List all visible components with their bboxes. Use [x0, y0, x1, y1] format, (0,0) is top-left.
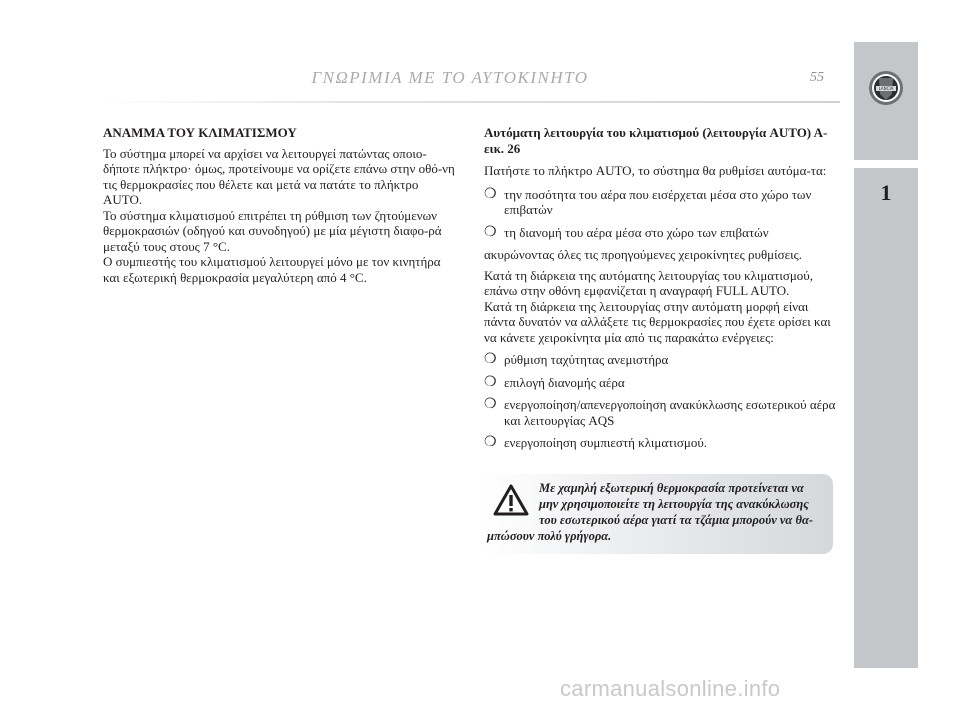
right-column	[484, 125, 837, 458]
lancia-logo-icon	[868, 70, 904, 106]
paragraph: Το σύστημα μπορεί να αρχίσει να λειτουργεί πατώντας οποιο-δήποτε πλήκτρο· όμως, προτείνουμε να ορίζετε επάνω στην οθό-νη τις θερμοκρασίες που θέλετε και μετά να πατάτε το πλήκτρο AUTO.	[103, 145, 455, 207]
tab-divider	[854, 160, 918, 168]
list-item: ❍ την ποσότητα του αέρα που εισέρχεται μέσα στο χώρο των επιβατών	[484, 186, 812, 217]
watermark: carmanualsonline.info	[560, 676, 781, 701]
paragraph: Κατά τη διάρκεια της αυτόματης λειτουργίας του κλιματισμού, επάνω στην οθόνη εμφανίζεται η αναγραφή FULL AUTO.	[484, 267, 813, 298]
logo-text: LANCIA	[878, 86, 894, 91]
chapter-side-tab	[854, 42, 918, 668]
bullet-icon: ❍	[484, 435, 497, 450]
header-rule	[100, 101, 840, 103]
bullet-icon: ❍	[484, 352, 497, 367]
bullet-icon: ❍	[484, 374, 497, 390]
paragraph: Πατήστε το πλήκτρο AUTO, το σύστημα θα ρυθμίσει αυτόμα-τα:	[484, 163, 827, 178]
list-item: ❍ ενεργοποίηση συμπιεστή κλιματισμού.	[484, 435, 708, 450]
paragraph: Το σύστημα κλιματισμού επιτρέπει τη ρύθμιση των ζητούμενων θερμοκρασιών (οδηγού και συνοδηγού) με μία μέγιστη διαφο-ρά μεταξύ τους στους 7 °C.	[103, 207, 442, 254]
bullet-icon: ❍	[484, 186, 497, 202]
list-item: ❍ ενεργοποίηση/απενεργοποίηση ανακύκλωσης εσωτερικού αέρα και λειτουργίας AQS	[484, 397, 836, 428]
list-item: ❍ τη διανομή του αέρα μέσα στο χώρο των επιβατών	[484, 224, 769, 240]
list-item: ❍ επιλογή διανομής αέρα	[484, 374, 625, 390]
section-heading: Αυτόματη λειτουργία του κλιματισμού (λειτουργία AUTO) Α-εικ. 26	[484, 125, 828, 156]
left-column	[103, 125, 456, 291]
paragraph: ακυρώνοντας όλες τις προηγούμενες χειροκίνητες ρυθμίσεις.	[484, 247, 803, 262]
bullet-icon: ❍	[484, 224, 497, 240]
page-number: 55	[810, 70, 824, 85]
warning-text: Με χαμηλή εξωτερική θερμοκρασία προτείνεται να μην χρησιμοποιείτε τη λειτουργία της ανακύκλωσης του εσωτερικού αέρα γιατί τα τζάμια μπορούν να θα- μπώσουν πολύ γρήγορα.	[487, 481, 814, 543]
paragraph: Ο συμπιεστής του κλιματισμού λειτουργεί μόνο με τον κινητήρα και εξωτερική θερμοκρασία μεγαλύτερη από 4 °C.	[103, 254, 441, 285]
bullet-icon: ❍	[484, 397, 497, 412]
section-heading: ΑΝΑΜΜΑ ΤΟΥ ΚΛΙΜΑΤΙΣΜΟΥ	[103, 125, 297, 140]
running-header-title: ΓΝΩΡΙΜΙΑ ΜΕ ΤΟ ΑΥΤΟΚΙΝΗΤΟ	[311, 68, 589, 87]
paragraph: Κατά τη διάρκεια της λειτουργίας στην αυτόματη μορφή είναι πάντα δυνατόν να αλλάξετε τις θερμοκρασίες που έχετε ορίσει και να κάνετε χειροκίνητα μία από τις παρακάτω ενέργειες:	[484, 298, 831, 345]
warning-box	[483, 474, 833, 554]
list-item: ❍ ρύθμιση ταχύτητας ανεμιστήρα	[484, 352, 669, 367]
chapter-number: 1	[880, 180, 892, 205]
